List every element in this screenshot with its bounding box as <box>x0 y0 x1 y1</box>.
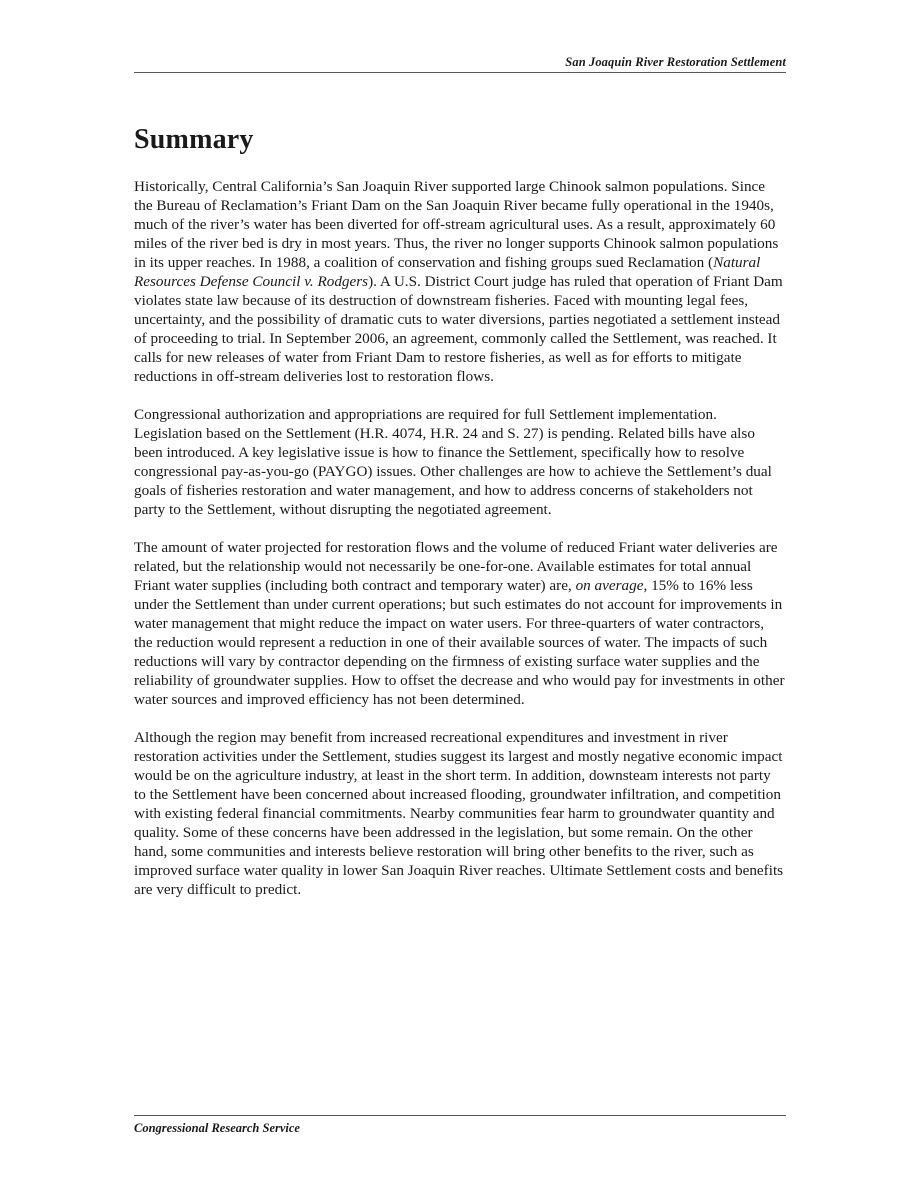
paragraph-3-text-b: , 15% to 16% less under the Settlement than under current operations; but such estimates do not account for improvements in water management that might reduce the impact on water users. For three-quarters of water contractors, the reduction would represent a reduction in one of their available sources of water. The impacts of such reductions will vary by contractor depending on the firmness of existing surface water supplies and the reliability of groundwater supplies. How to offset the decrease and who would pay for investments in other water sources and improved efficiency has not been determined. <box>134 577 785 708</box>
emphasis-on-average: on average <box>575 577 644 594</box>
running-footer: Congressional Research Service <box>134 1121 300 1135</box>
paragraph-1-text-b: ). A U.S. District Court judge has ruled that operation of Friant Dam violates state law because of its destruction of downstream fisheries. Faced with mounting legal fees, uncertainty, and the possibility of dramatic cuts to water diversions, parties negotiated a settlement instead of proceeding to trial. In September 2006, an agreement, commonly called the Settlement, was reached. It calls for new releases of water from Friant Dam to restore fisheries, as well as for efforts to mitigate reductions in off-stream deliveries lost to restoration flows. <box>134 273 783 385</box>
case-name: Natural Resources Defense Council v. Rodgers <box>134 254 761 290</box>
paragraph-2: Congressional authorization and appropriations are required for full Settlement implementation. Legislation based on the Settlement (H.R. 4074, H.R. 24 and S. 27) is pending. Related bills have also been introduced. A key legislative issue is how to finance the Settlement, specifically how to resolve congressional pay-as-you-go (PAYGO) issues. Other challenges are how to achieve the Settlement’s dual goals of fisheries restoration and water management, and how to address concerns of stakeholders not party to the Settlement, without disrupting the negotiated agreement. <box>134 406 772 518</box>
summary-body <box>134 177 786 918</box>
paragraph-3 <box>134 538 786 709</box>
footer-divider <box>134 1115 786 1116</box>
paragraph-1 <box>134 177 786 386</box>
header-divider <box>134 72 786 73</box>
page-title: Summary <box>134 124 254 155</box>
paragraph-1-text-a: Historically, Central California’s San Joaquin River supported large Chinook salmon populations. Since the Bureau of Reclamation’s Friant Dam on the San Joaquin River became fully operational in the 1940s, much of the river’s water has been diverted for off-stream agricultural uses. As a result, approximately 60 miles of the river bed is dry in most years. Thus, the river no longer supports Chinook salmon populations in its upper reaches. In 1988, a coalition of conservation and fishing groups sued Reclamation ( <box>134 178 779 271</box>
paragraph-4: Although the region may benefit from increased recreational expenditures and investment in river restoration activities under the Settlement, studies suggest its largest and mostly negative economic impact would be on the agriculture industry, at least in the short term. In addition, downsteam interests not party to the Settlement have been concerned about increased flooding, groundwater infiltration, and competition with existing federal financial commitments. Nearby communities fear harm to groundwater quantity and quality. Some of these concerns have been addressed in the legislation, but some remain. On the other hand, some communities and interests believe restoration will bring other benefits to the river, such as improved surface water quality in lower San Joaquin River reaches. Ultimate Settlement costs and benefits are very difficult to predict. <box>134 729 784 898</box>
paragraph-3-text-a: The amount of water projected for restoration flows and the volume of reduced Friant water deliveries are related, but the relationship would not necessarily be one-for-one. Available estimates for total annual Friant water supplies (including both contract and temporary water) are, <box>134 539 778 594</box>
running-header: San Joaquin River Restoration Settlement <box>565 55 786 69</box>
